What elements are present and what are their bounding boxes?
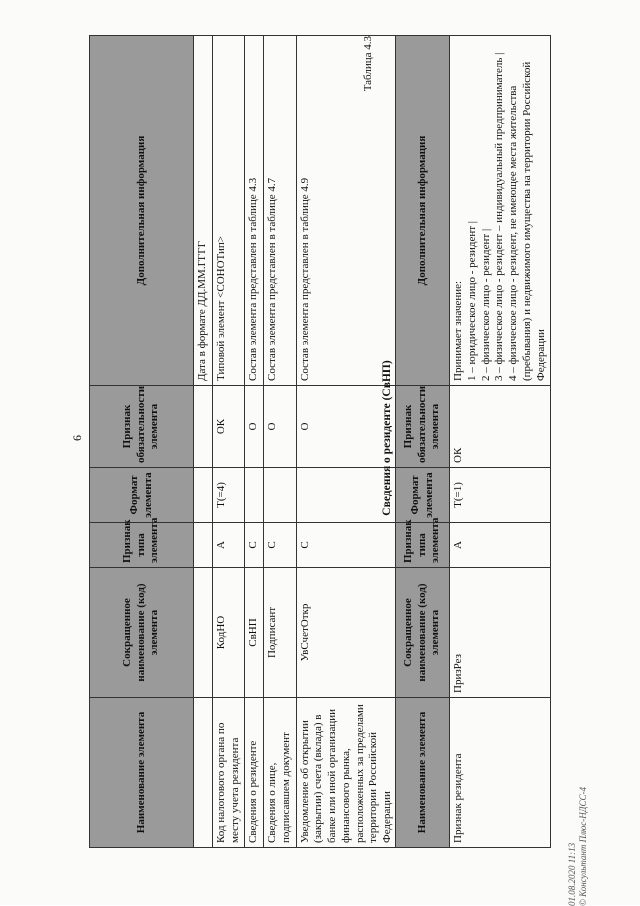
info-cell: [450, 36, 551, 386]
required-cell: О: [296, 386, 397, 468]
table-row: [194, 36, 213, 848]
type-cell: А: [450, 523, 551, 568]
format-cell: [264, 468, 297, 523]
info-line: 2 – физическое лицо - резидент |: [479, 228, 492, 381]
type-cell: А: [212, 523, 245, 568]
table-row: [450, 36, 551, 848]
page-number: 6: [70, 435, 84, 441]
stamp-source: © Консультант Плюс-НДСС-4: [577, 787, 588, 906]
table-reference: Таблица 4.3: [362, 36, 374, 92]
info-line: 3 – физическое лицо - резидент – индивидуальный предприниматель |: [493, 52, 506, 381]
required-cell: О: [245, 386, 264, 468]
code-cell: КодНО: [212, 568, 245, 698]
table-row: [264, 36, 297, 848]
info-cell: Состав элемента представлен в таблице 4.3: [245, 36, 264, 386]
type-cell: С: [296, 523, 397, 568]
resident-table: [395, 35, 551, 848]
table-row: [245, 36, 264, 848]
header-name: Наименование элемента: [90, 698, 194, 848]
name-cell: Сведения о лице, подписавшем документ: [264, 698, 297, 848]
info-cell: Состав элемента представлен в таблице 4.9: [296, 36, 397, 386]
info-cell: Состав элемента представлен в таблице 4.7: [264, 36, 297, 386]
name-cell: Уведомление об открытии (закрытии) счета (вклада) в банке или иной организации финансового рынка, расположенных за пределами территории Российской Федерации: [296, 698, 397, 848]
info-cell: Типовой элемент <СОНОТип>: [212, 36, 245, 386]
format-cell: Т(=1): [450, 468, 551, 523]
required-cell: ОК: [212, 386, 245, 468]
type-cell: С: [245, 523, 264, 568]
table-caption: Сведения о резиденте (СвНП): [381, 360, 393, 516]
header-required: Признак обязательности элемента: [90, 386, 194, 468]
name-cell: Сведения о резиденте: [245, 698, 264, 848]
code-cell: УвСчетОткр: [296, 568, 397, 698]
header-name: Наименование элемента: [396, 698, 450, 848]
code-cell: СвНП: [245, 568, 264, 698]
header-code: Сокращенное наименование (код) элемента: [396, 568, 450, 698]
header-type: Признак типа элемента: [90, 523, 194, 568]
elements-table: [89, 35, 398, 848]
info-line: Принимает значение:: [452, 280, 464, 381]
type-cell: С: [264, 523, 297, 568]
info-line: 1 – юридическое лицо - резидент |: [465, 220, 478, 381]
header-format: Формат элемента: [396, 468, 450, 523]
stamp-date: 01.08.2020 11:13: [567, 842, 577, 906]
required-cell: ОК: [450, 386, 551, 468]
name-cell: Код налогового органа по месту учета резидента: [212, 698, 245, 848]
table-row: [212, 36, 245, 848]
header-format: Формат элемента: [90, 468, 194, 523]
header-type: Признак типа элемента: [396, 523, 450, 568]
header-required: Признак обязательности элемента: [396, 386, 450, 468]
header-info: Дополнительная информация: [90, 36, 194, 386]
rotated-content: [70, 28, 600, 906]
code-cell: ПризРез: [450, 568, 551, 698]
info-line: 4 – физическое лицо - резидент, не имеющее места жительства (пребывания) и недвижимого имущества на территории Российской Федерации: [507, 61, 547, 381]
print-stamp: [567, 787, 589, 906]
header-code: Сокращенное наименование (код) элемента: [90, 568, 194, 698]
required-cell: О: [264, 386, 297, 468]
info-cell: Дата в формате ДД.ММ.ГГГГ: [194, 36, 213, 386]
format-cell: Т(=4): [212, 468, 245, 523]
name-cell: Признак резидента: [450, 698, 551, 848]
code-cell: Подписант: [264, 568, 297, 698]
format-cell: [245, 468, 264, 523]
header-info: Дополнительная информация: [396, 36, 450, 386]
